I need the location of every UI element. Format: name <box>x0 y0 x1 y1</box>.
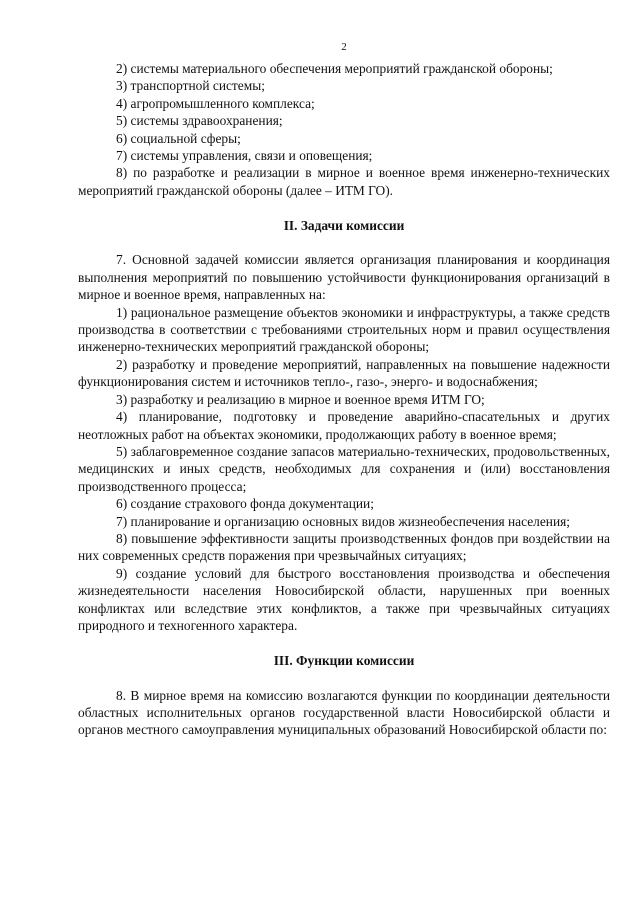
page-number: 2 <box>341 41 347 53</box>
spacer <box>78 669 610 686</box>
list-item: 6) создание страхового фонда документации; <box>116 496 374 512</box>
spacer <box>78 234 610 251</box>
document-content <box>78 60 610 739</box>
list-item: 7) планирование и организацию основных видов жизнеобеспечения населения; <box>116 513 571 529</box>
paragraph: 7. Основной задачей комиссии является организация планирования и координация выполнения мероприятий по повышению устойчивости функционирования организаций в мирное и военное время, направленных на: <box>78 252 610 303</box>
list-item: 2) системы материального обеспечения мероприятий гражданской обороны; <box>116 61 553 76</box>
list-item: 3) транспортной системы; <box>116 78 265 94</box>
list-item: 4) агропромышленного комплекса; <box>116 95 315 111</box>
list-item: 9) создание условий для быстрого восстановления производства и обеспечения жизнедеятельности населения Новосибирской области, нарушенных при военных конфликтах или вследствие этих конфликтов, а также при чрезвычайных ситуациях природного и техногенного характера. <box>78 565 610 633</box>
list-item: 5) заблаговременное создание запасов материально-технических, продовольственных, медицинских и иных средств, необходимых для сохранения и (или) восстановления производственного процесса; <box>78 443 610 494</box>
paragraph: 8. В мирное время на комиссию возлагаются функции по координации деятельности областных исполнительных органов государственной власти Новосибирской области и органов местного самоуправления муниципальных образований Новосибирской области по: <box>78 687 610 738</box>
list-item: 2) разработку и проведение мероприятий, направленных на повышение надежности функционирования систем и источников тепло-, газо-, энерго- и водоснабжения; <box>78 356 610 390</box>
spacer <box>78 634 610 651</box>
list-item: 4) планирование, подготовку и проведение аварийно-спасательных и других неотложных работ на объектах экономики, продолжающих работу в военное время; <box>78 409 610 442</box>
section-heading: II. Задачи комиссии <box>283 217 405 233</box>
spacer <box>78 199 610 216</box>
document-page <box>78 0 610 905</box>
list-item: 5) системы здравоохранения; <box>116 113 283 129</box>
list-item: 8) по разработке и реализации в мирное и военное время инженерно-технических мероприятий гражданской обороны (далее – ИТМ ГО). <box>78 165 610 198</box>
list-item: 8) повышение эффективности защиты производственных фондов при воздействии на них современных средств поражения при чрезвычайных ситуациях; <box>78 530 610 564</box>
section-heading: III. Функции комиссии <box>273 652 415 668</box>
list-item: 6) социальной сферы; <box>116 130 241 146</box>
list-item: 1) рациональное размещение объектов экономики и инфраструктуры, а также средств производства в соответствии с требованиями строительных норм и правил осуществления инженерно-технических мероприятий гражданской обороны; <box>78 304 610 355</box>
list-item: 7) системы управления, связи и оповещения; <box>116 148 373 164</box>
list-item: 3) разработку и реализацию в мирное и военное время ИТМ ГО; <box>116 391 485 407</box>
